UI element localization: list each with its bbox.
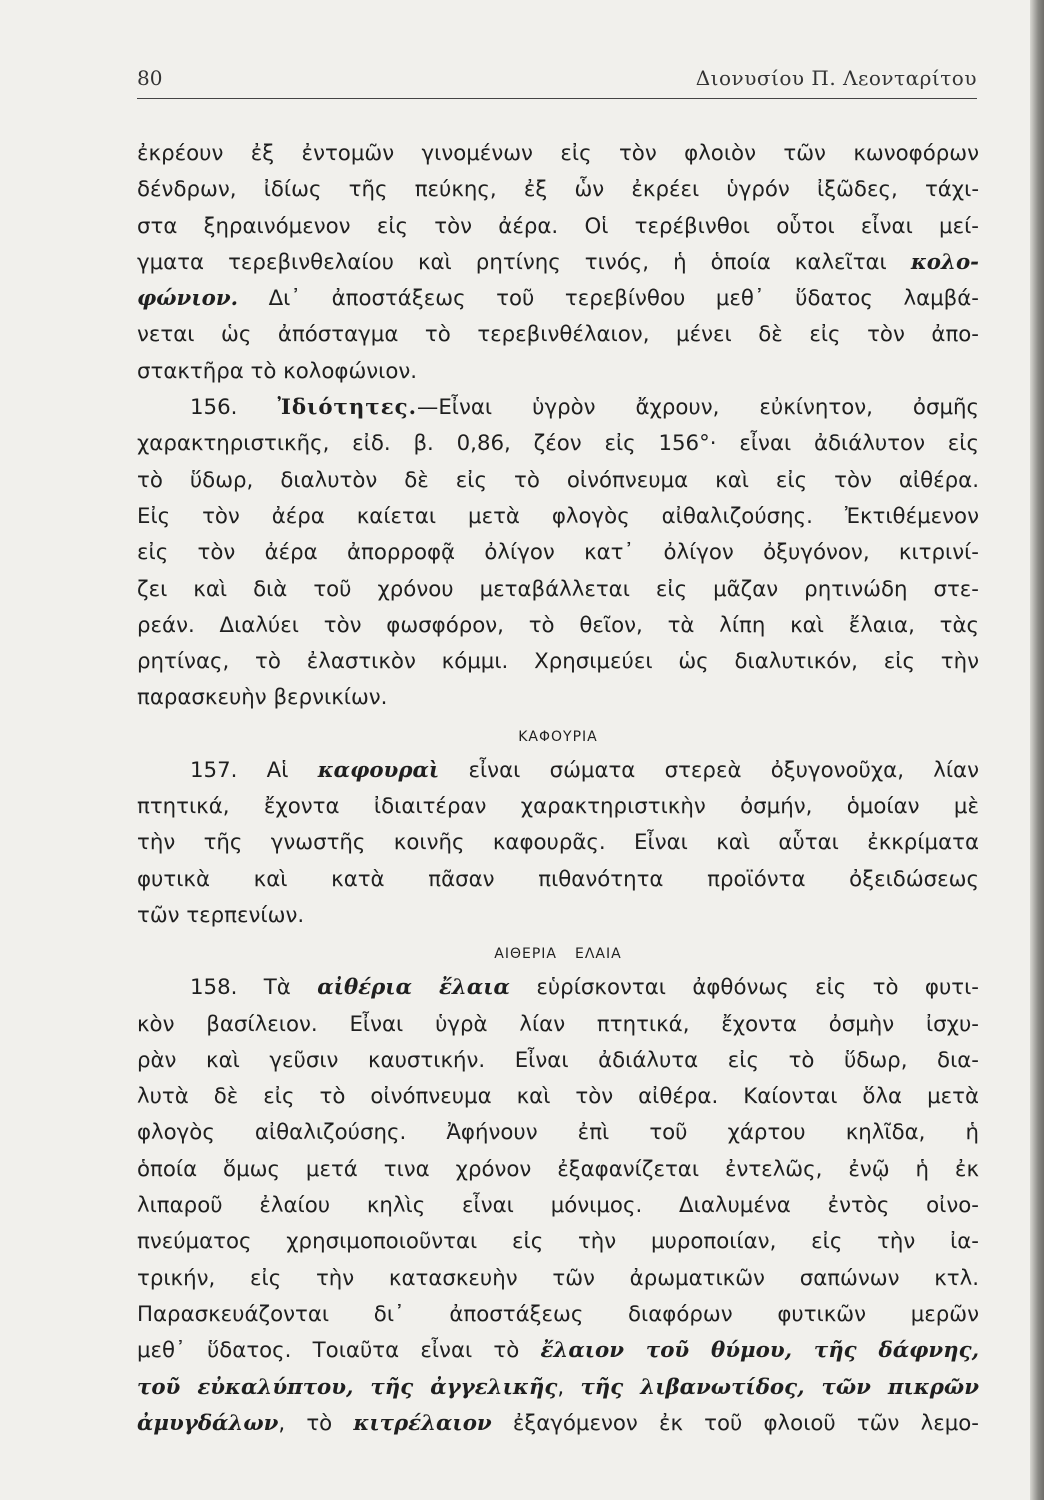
text-line: ρεάν. Διαλύει τὸν φωσφόρον, τὸ θεῖον, τὰ λίπη καὶ ἔλαια, τὰς <box>137 612 979 638</box>
running-header <box>137 66 977 96</box>
text-line: ἐκρέουν ἐξ ἐντομῶν γινομένων εἰς τὸν φλοιὸν τῶν κωνοφόρων <box>137 141 979 166</box>
section-heading-idiotites: Ἰδιότητες. <box>277 395 418 421</box>
running-title: Διονυσίου Π. Λεονταρίτου <box>695 66 977 90</box>
text-line: πτητικά, ἔχοντα ἰδιαιτέραν χαρακτηριστικὴν ὀσμήν, ὁμοίαν μὲ <box>137 794 979 820</box>
text-line: τὴν τῆς γνωστῆς κοινῆς καφουρᾶς. Εἶναι καὶ αὗται ἐκκρίματα <box>137 830 979 856</box>
term-oils: ἔλαιον τοῦ θύμου, τῆς δάφνης, <box>540 1338 980 1364</box>
text-line: φλογὸς αἰθαλιζούσης. Ἀφήνουν ἐπὶ τοῦ χάρτου κηλῖδα, ἡ <box>137 1120 979 1146</box>
text-line: εἰς τὸν ἀέρα ἀπορροφᾷ ὀλίγον κατ᾽ ὀλίγον ὀξυγόνον, κιτρινί- <box>137 540 979 566</box>
term-oils: ἀμυγδάλων <box>137 1410 279 1436</box>
text-line <box>137 1370 979 1406</box>
paragraph-157-start <box>137 753 979 789</box>
term-aitheria-elaia: αἰθέρια ἔλαια <box>317 975 510 1001</box>
text-line: ρὰν καὶ γεῦσιν καυστικήν. Εἶναι ἀδιάλυτα εἰς τὸ ὕδωρ, δια- <box>137 1047 979 1073</box>
text-line: τῶν τερπενίων. <box>137 902 305 928</box>
text-run: Δι᾽ ἀποστάξεως τοῦ τερεβίνθου μεθ᾽ ὕδατος λαμβά- <box>268 286 979 312</box>
page-body <box>137 136 979 1442</box>
page-number: 80 <box>137 66 163 90</box>
text-line: στακτῆρα τὸ κολοφώνιον. <box>137 358 418 384</box>
term-oils: τῆς λιβανωτίδος, τῶν πικρῶν <box>580 1374 979 1400</box>
text-line: χαρακτηριστικῆς, εἰδ. β. 0,86, ζέον εἰς 156°· εἶναι ἀδιάλυτον εἰς <box>137 431 979 457</box>
page-edge-shadow <box>1030 0 1044 1500</box>
text-line: ρητίνας, τὸ ἐλαστικὸν κόμμι. Χρησιμεύει ὡς διαλυτικόν, εἰς τὴν <box>137 649 979 675</box>
text-line <box>137 1406 979 1442</box>
text-line: πνεύματος χρησιμοποιοῦνται εἰς τὴν μυροποιίαν, εἰς τὴν ἰα- <box>137 1229 979 1255</box>
text-line: παρασκευὴν βερνικίων. <box>137 685 388 711</box>
text-run: , τὸ <box>278 1410 333 1436</box>
text-line: λιπαροῦ ἐλαίου κηλὶς εἶναι μόνιμος. Διαλυμένα ἐντὸς οἰνο- <box>137 1193 979 1219</box>
text-line: Εἰς τὸν ἀέρα καίεται μετὰ φλογὸς αἰθαλιζούσης. Ἐκτιθέμενον <box>137 503 979 529</box>
paragraph-number: 156. <box>190 395 238 421</box>
text-run: 158. Τὰ <box>190 975 291 1001</box>
text-run: , <box>557 1374 581 1400</box>
text-run: μεθ᾽ ὕδατος. Τοιαῦτα εἶναι τὸ <box>137 1338 520 1364</box>
text-line: νεται ὡς ἀπόσταγμα τὸ τερεβινθέλαιον, μένει δὲ εἰς τὸν ἀπο- <box>137 322 979 348</box>
text-line: τρικήν, εἰς τὴν κατασκευὴν τῶν ἀρωματικῶν σαπώνων κτλ. <box>137 1265 979 1291</box>
section-title-kafouria: ΚΑΦΟΥΡΙΑ <box>518 728 598 745</box>
text-line: ὁποία ὅμως μετά τινα χρόνον ἐξαφανίζεται ἐντελῶς, ἐνῷ ἡ ἐκ <box>137 1156 979 1182</box>
text-line: φυτικὰ καὶ κατὰ πᾶσαν πιθανότητα προϊόντα ὀξειδώσεως <box>137 866 979 892</box>
text-line: Παρασκευάζονται δι᾽ ἀποστάξεως διαφόρων φυτικῶν μερῶν <box>137 1301 979 1327</box>
term-kitrelaion: κιτρέλαιον <box>353 1410 492 1436</box>
text-line <box>137 281 979 317</box>
paragraph-158-start <box>137 970 979 1006</box>
paragraph-156-start <box>137 390 979 426</box>
text-run: —Εἶναι ὑγρὸν ἄχρουν, εὐκίνητον, ὀσμῆς <box>417 395 979 421</box>
text-line: δένδρων, ἰδίως τῆς πεύκης, ἐξ ὧν ἐκρέει ὑγρόν ἰξῶδες, τάχι- <box>137 177 979 203</box>
header-rule <box>137 98 977 99</box>
term-kolofonion-end: φώνιον. <box>137 286 239 312</box>
text-line: τὸ ὕδωρ, διαλυτὸν δὲ εἰς τὸ οἰνόπνευμα καὶ εἰς τὸν αἰθέρα. <box>137 467 979 493</box>
text-line: στα ξηραινόμενον εἰς τὸν ἀέρα. Οἱ τερέβινθοι οὗτοι εἶναι μεί- <box>137 213 979 239</box>
text-run: εἶναι σώματα στερεὰ ὀξυγονοῦχα, λίαν <box>468 757 979 783</box>
term-kafourai: καφουραὶ <box>317 757 440 783</box>
text-line: ζει καὶ διὰ τοῦ χρόνου μεταβάλλεται εἰς μᾶζαν ρητινώδη στε- <box>137 576 979 602</box>
term-oils: τοῦ εὐκαλύπτου, τῆς ἀγγελικῆς <box>137 1374 558 1400</box>
text-run: ἐξαγόμενον ἐκ τοῦ φλοιοῦ τῶν λεμο- <box>512 1410 979 1436</box>
text-run: γματα τερεβινθελαίου καὶ ρητίνης τινός, ἡ ὁποία καλεῖται <box>137 249 887 275</box>
text-run: 157. Αἱ <box>190 757 289 783</box>
section-title-word: ΕΛΑΙΑ <box>575 946 622 963</box>
text-line: κὸν βασίλειον. Εἶναι ὑγρὰ λίαν πτητικά, ἔχοντα ὀσμὴν ἰσχυ- <box>137 1011 979 1037</box>
text-line <box>137 245 979 281</box>
term-kolofonion: κολο- <box>910 249 979 275</box>
text-run: εὑρίσκονται ἀφθόνως εἰς τὸ φυτι- <box>536 975 979 1001</box>
text-line <box>137 1333 979 1369</box>
section-title-aitheria-elaia <box>137 934 979 970</box>
text-line: λυτὰ δὲ εἰς τὸ οἰνόπνευμα καὶ τὸν αἰθέρα. Καίονται ὅλα μετὰ <box>137 1084 979 1110</box>
section-title-word: ΑΙΘΕΡΙΑ <box>494 946 557 963</box>
